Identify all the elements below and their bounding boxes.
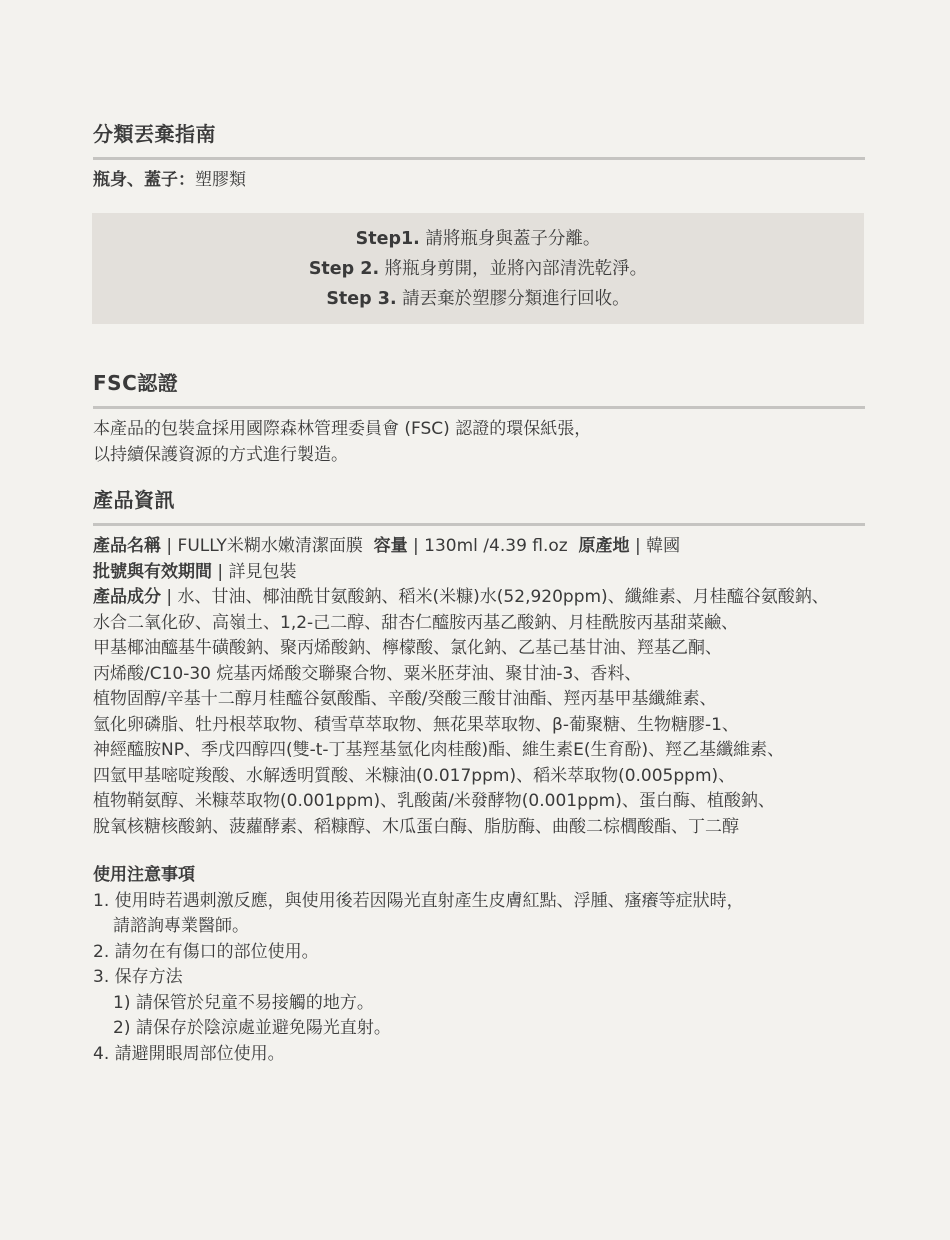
batch-label: 批號與有效期間 <box>93 561 212 582</box>
fsc-section <box>93 367 865 468</box>
product-section <box>93 484 865 840</box>
step-2-text: 將瓶身剪開，並將內部清洗乾淨。 <box>379 259 648 279</box>
fsc-line: 本產品的包裝盒採用國際森林管理委員會 (FSC) 認證的環保紙張， <box>93 419 592 439</box>
fsc-title: FSC認證 <box>93 367 865 409</box>
ingredients-line: 氫化卵磷脂、牡丹根萃取物、積雪草萃取物、無花果萃取物、β-葡聚糖、生物糖膠-1、 <box>93 714 739 735</box>
volume-value: | 130ml /4.39 fl.oz <box>407 536 568 556</box>
precaution-item: 請諮詢專業醫師。 <box>113 916 249 936</box>
batch-line <box>93 560 865 586</box>
step-1-text: 請將瓶身與蓋子分離。 <box>419 229 601 249</box>
batch-value: | 詳見包裝 <box>212 561 297 582</box>
precaution-item: 1. 使用時若遇刺激反應，與使用後若因陽光直射產生皮膚紅點、浮腫、瘙癢等症狀時， <box>93 890 744 911</box>
step-3-text: 請丟棄於塑膠分類進行回收。 <box>396 289 630 309</box>
fsc-body <box>93 417 865 468</box>
material-value: 塑膠類 <box>195 170 246 190</box>
ingredients-line: 神經醯胺NP、季戊四醇四(雙-t-丁基羥基氫化肉桂酸)酯、維生素E(生育酚)、羥乙基纖維素、 <box>93 740 785 760</box>
precaution-item: 2. 請勿在有傷口的部位使用。 <box>93 941 319 962</box>
precautions-title: 使用注意事項 <box>93 865 195 885</box>
ingredients-line: 丙烯酸/C10-30 烷基丙烯酸交聯聚合物、粟米胚芽油、聚甘油-3、香料、 <box>93 663 642 684</box>
product-title: 產品資訊 <box>93 484 865 526</box>
disposal-section <box>93 118 865 194</box>
step-3 <box>92 284 864 314</box>
product-name-value: | FULLY米糊水嫩清潔面膜 <box>161 536 363 556</box>
product-body <box>93 534 865 840</box>
precaution-item: 2) 請保存於陰涼處並避免陽光直射。 <box>113 1018 391 1038</box>
ingredients-line: 脫氧核糖核酸鈉、菠蘿酵素、稻糠醇、木瓜蛋白酶、脂肪酶、曲酸二棕櫚酸酯、丁二醇 <box>93 816 739 837</box>
disposal-steps-box <box>92 213 864 324</box>
product-name-label: 產品名稱 <box>93 536 161 556</box>
ingredients-line: 植物鞘氨醇、米糠萃取物(0.001ppm)、乳酸菌/米發酵物(0.001ppm)、蛋白酶、植酸鈉、 <box>93 791 775 811</box>
step-1-label: Step1. <box>355 229 420 249</box>
ingredients-line: 植物固醇/辛基十二醇月桂醯谷氨酸酯、辛酸/癸酸三酸甘油酯、羥丙基甲基纖維素、 <box>93 689 717 709</box>
ingredients-line: 水合二氧化矽、高嶺土、1,2-己二醇、甜杏仁醯胺丙基乙酸鈉、月桂酰胺丙基甜菜鹼、 <box>93 612 739 633</box>
ingredients-line <box>93 585 865 611</box>
material-line <box>93 168 865 194</box>
precautions-list <box>93 889 865 1068</box>
ingredients-line: 甲基椰油醯基牛磺酸鈉、聚丙烯酸鈉、檸檬酸、氯化鈉、乙基己基甘油、羥基乙酮、 <box>93 638 722 658</box>
volume-label: 容量 <box>373 536 408 556</box>
ingredients-text: | 水、甘油、椰油酰甘氨酸鈉、稻米(米糠)水(52,920ppm)、纖維素、月桂醯谷氨酸鈉、 <box>161 587 829 607</box>
product-name-line <box>93 534 865 560</box>
origin-label: 原產地 <box>578 536 630 556</box>
precautions-section <box>93 863 865 1067</box>
material-label: 瓶身、蓋子： <box>93 170 195 190</box>
step-2 <box>92 254 864 284</box>
step-2-label: Step 2. <box>308 259 380 279</box>
origin-value: | 韓國 <box>629 536 681 556</box>
step-3-label: Step 3. <box>326 289 397 309</box>
precaution-item: 3. 保存方法 <box>93 967 183 987</box>
step-1 <box>92 224 864 254</box>
precaution-item: 1) 請保管於兒童不易接觸的地方。 <box>113 992 374 1013</box>
ingredients-label: 產品成分 <box>93 587 161 607</box>
precaution-item: 4. 請避開眼周部位使用。 <box>93 1043 285 1064</box>
fsc-line: 以持續保護資源的方式進行製造。 <box>93 444 348 465</box>
disposal-title: 分類丟棄指南 <box>93 118 865 160</box>
ingredients-line: 四氫甲基嘧啶羧酸、水解透明質酸、米糠油(0.017ppm)、稻米萃取物(0.005ppm)、 <box>93 765 736 786</box>
